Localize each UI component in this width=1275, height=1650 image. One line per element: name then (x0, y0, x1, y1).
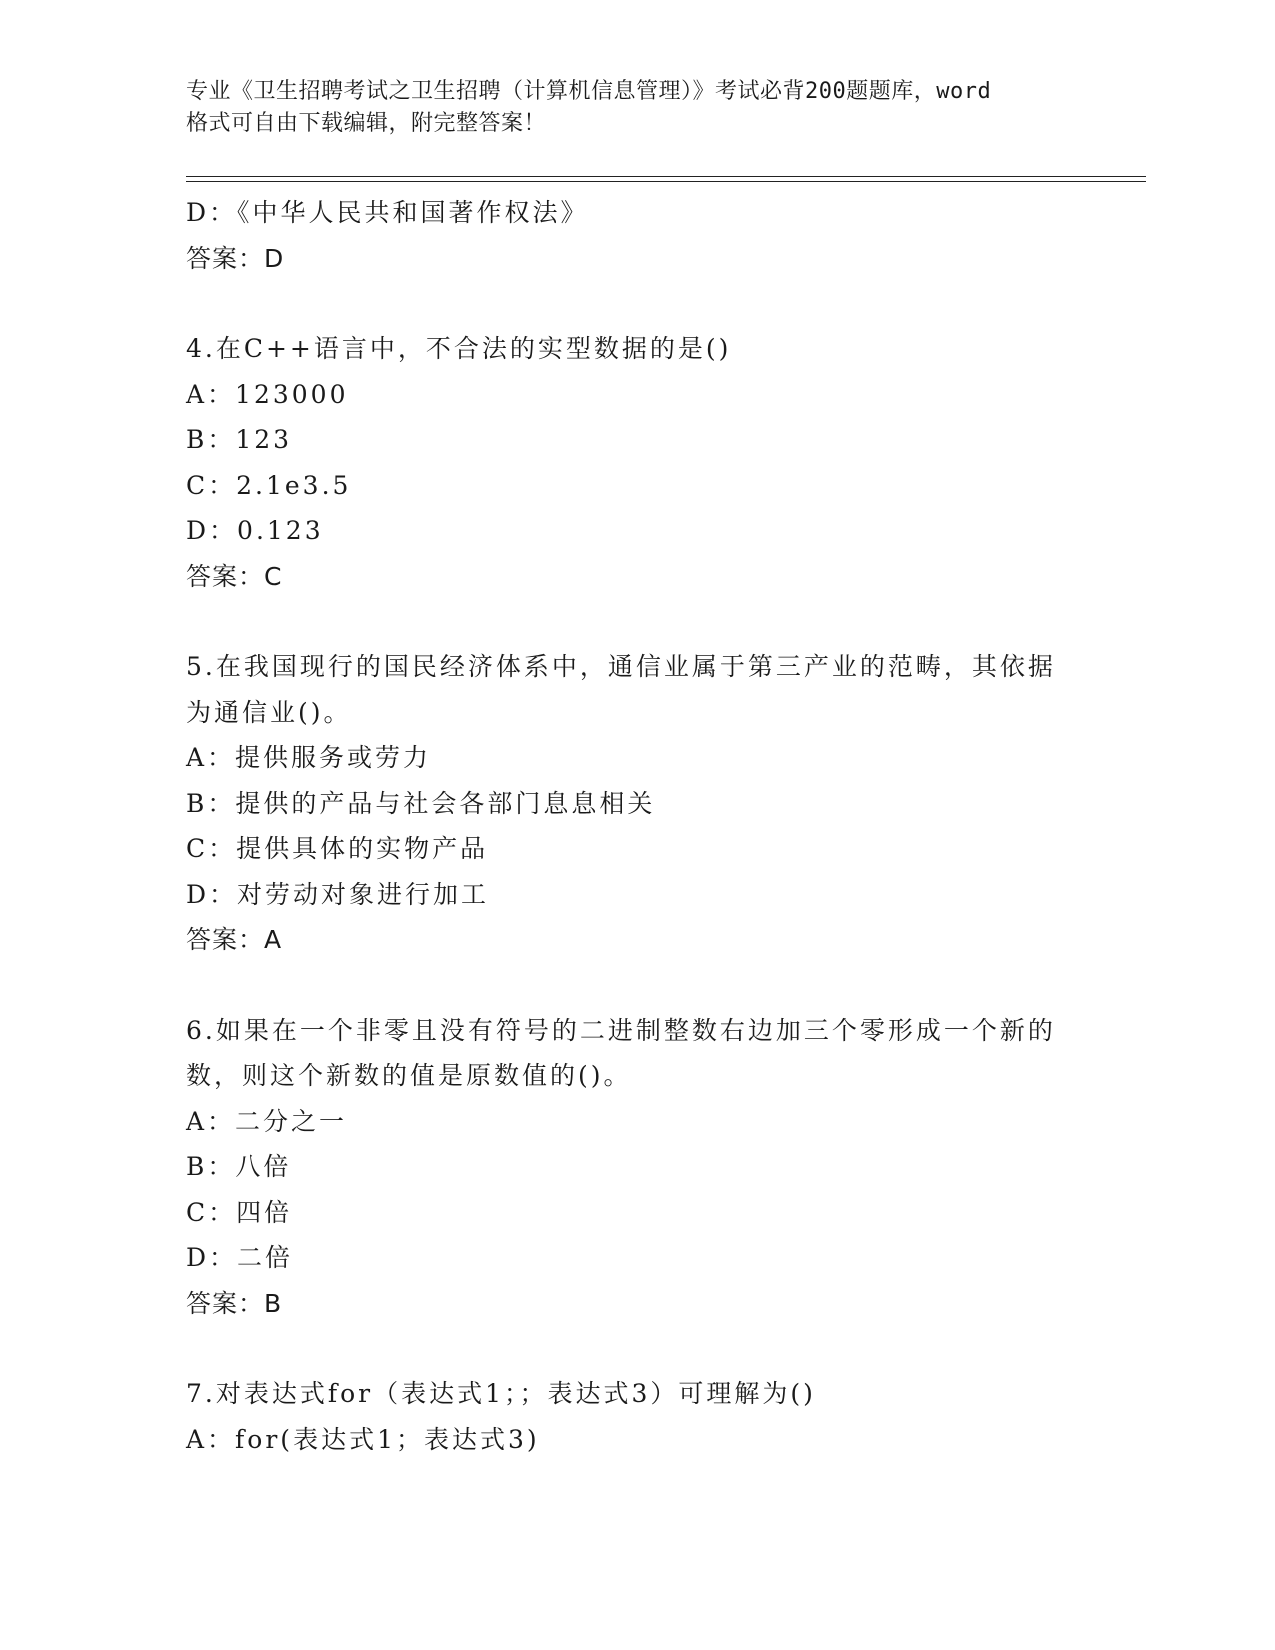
option-a: A：123000 (186, 379, 349, 409)
question-text: 4.在C++语言中，不合法的实型数据的是() (186, 334, 732, 363)
option-b: B：八倍 (186, 1152, 292, 1181)
answer: 答案：C (186, 561, 283, 591)
option-a: A：二分之一 (186, 1106, 348, 1136)
question-list (186, 190, 1086, 1462)
answer: 答案：A (186, 925, 283, 954)
header-line-1: 专业《卫生招聘考试之卫生招聘（计算机信息管理）》考试必背200题题库，word (186, 79, 992, 104)
answer: 答案：B (186, 1288, 283, 1318)
option-d: D：对劳动对象进行加工 (186, 879, 490, 909)
option-c: C：提供具体的实物产品 (186, 834, 489, 863)
question-text: 6.如果在一个非零且没有符号的二进制整数右边加三个零形成一个新的数，则这个新数的值是原数值的()。 (186, 1015, 1056, 1090)
question-text: 7.对表达式for（表达式1；；表达式3）可理解为() (186, 1379, 816, 1408)
option-b: B：提供的产品与社会各部门息息相关 (186, 788, 656, 818)
question-text: 5.在我国现行的国民经济体系中，通信业属于第三产业的范畴，其依据为通信业()。 (186, 652, 1056, 727)
option-d: D：《中华人民共和国著作权法》 (186, 198, 589, 227)
answer: 答案：D (186, 243, 285, 273)
option-a: A：for(表达式1；表达式3) (186, 1424, 540, 1454)
question-6 (186, 1008, 1086, 1327)
option-a: A：提供服务或劳力 (186, 743, 432, 772)
option-d: D：二倍 (186, 1243, 294, 1272)
question-4 (186, 326, 1086, 599)
question-5 (186, 644, 1086, 963)
option-d: D：0.123 (186, 516, 324, 545)
header-line-2: 格式可自由下载编辑，附完整答案！ (186, 111, 547, 136)
document-header (186, 76, 1086, 140)
option-c: C：2.1e3.5 (186, 470, 352, 500)
option-c: C：四倍 (186, 1197, 293, 1227)
header-rule (186, 176, 1146, 182)
option-b: B：123 (186, 425, 293, 454)
document-page (186, 0, 1146, 1650)
question-7 (186, 1371, 1086, 1462)
question-3-tail (186, 190, 1086, 281)
